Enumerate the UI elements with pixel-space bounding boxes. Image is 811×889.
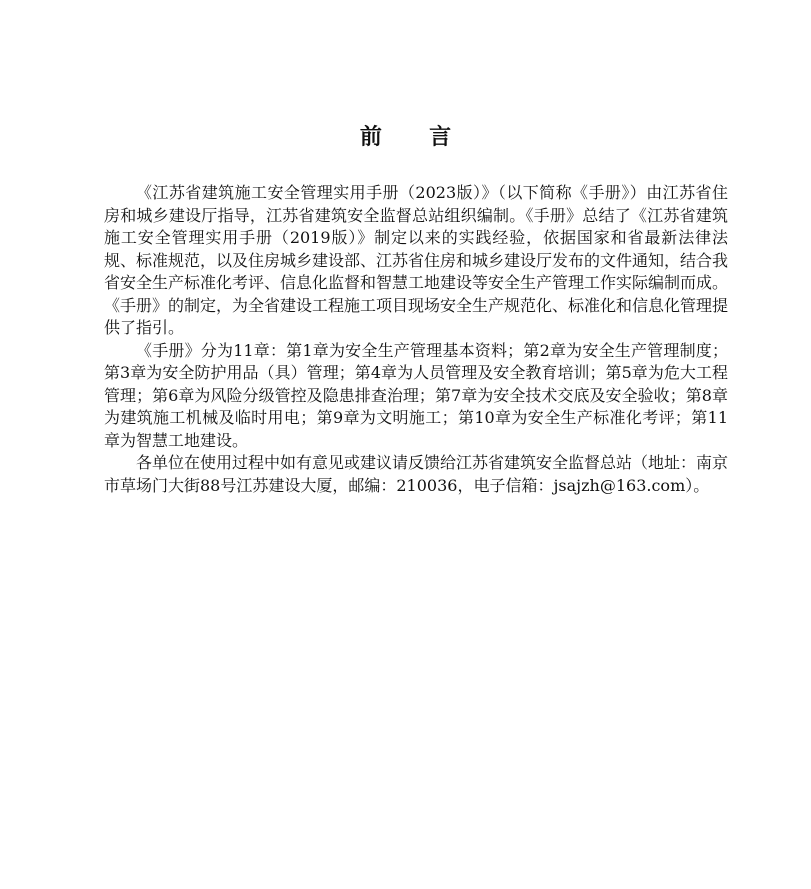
preface-paragraph-1: 《江苏省建筑施工安全管理实用手册（2023版）》（以下简称《手册》）由江苏省住房和城乡建设厅指导，江苏省建筑安全监督总站组织编制。《手册》总结了《江苏省建筑施工安全管理实用手册（2019版）》制定以来的实践经验，依据国家和省最新法律法规、标准规范，以及住房城乡建设部、江苏省住房和城乡建设厅发布的文件通知，结合我省安全生产标准化考评、信息化监督和智慧工地建设等安全生产管理工作实际编制而成。《手册》的制定，为全省建设工程施工项目现场安全生产规范化、标准化和信息化管理提供了指引。 bbox=[104, 183, 729, 337]
preface-paragraph-3: 各单位在使用过程中如有意见或建议请反馈给江苏省建筑安全监督总站（地址：南京市草场门大街88号江苏建设大厦，邮编：210036，电子信箱：jsajzh@163.com）。 bbox=[104, 453, 729, 495]
preface-paragraph-2: 《手册》分为11章：第1章为安全生产管理基本资料；第2章为安全生产管理制度；第3章为安全防护用品（具）管理；第4章为人员管理及安全教育培训；第5章为危大工程管理；第6章为风险分级管控及隐患排查治理；第7章为安全技术交底及安全验收；第8章为建筑施工机械及临时用电；第9章为文明施工；第10章为安全生产标准化考评；第11章为智慧工地建设。 bbox=[104, 340, 728, 450]
page-title: 前 言 bbox=[359, 124, 471, 150]
preface-body bbox=[104, 182, 728, 497]
